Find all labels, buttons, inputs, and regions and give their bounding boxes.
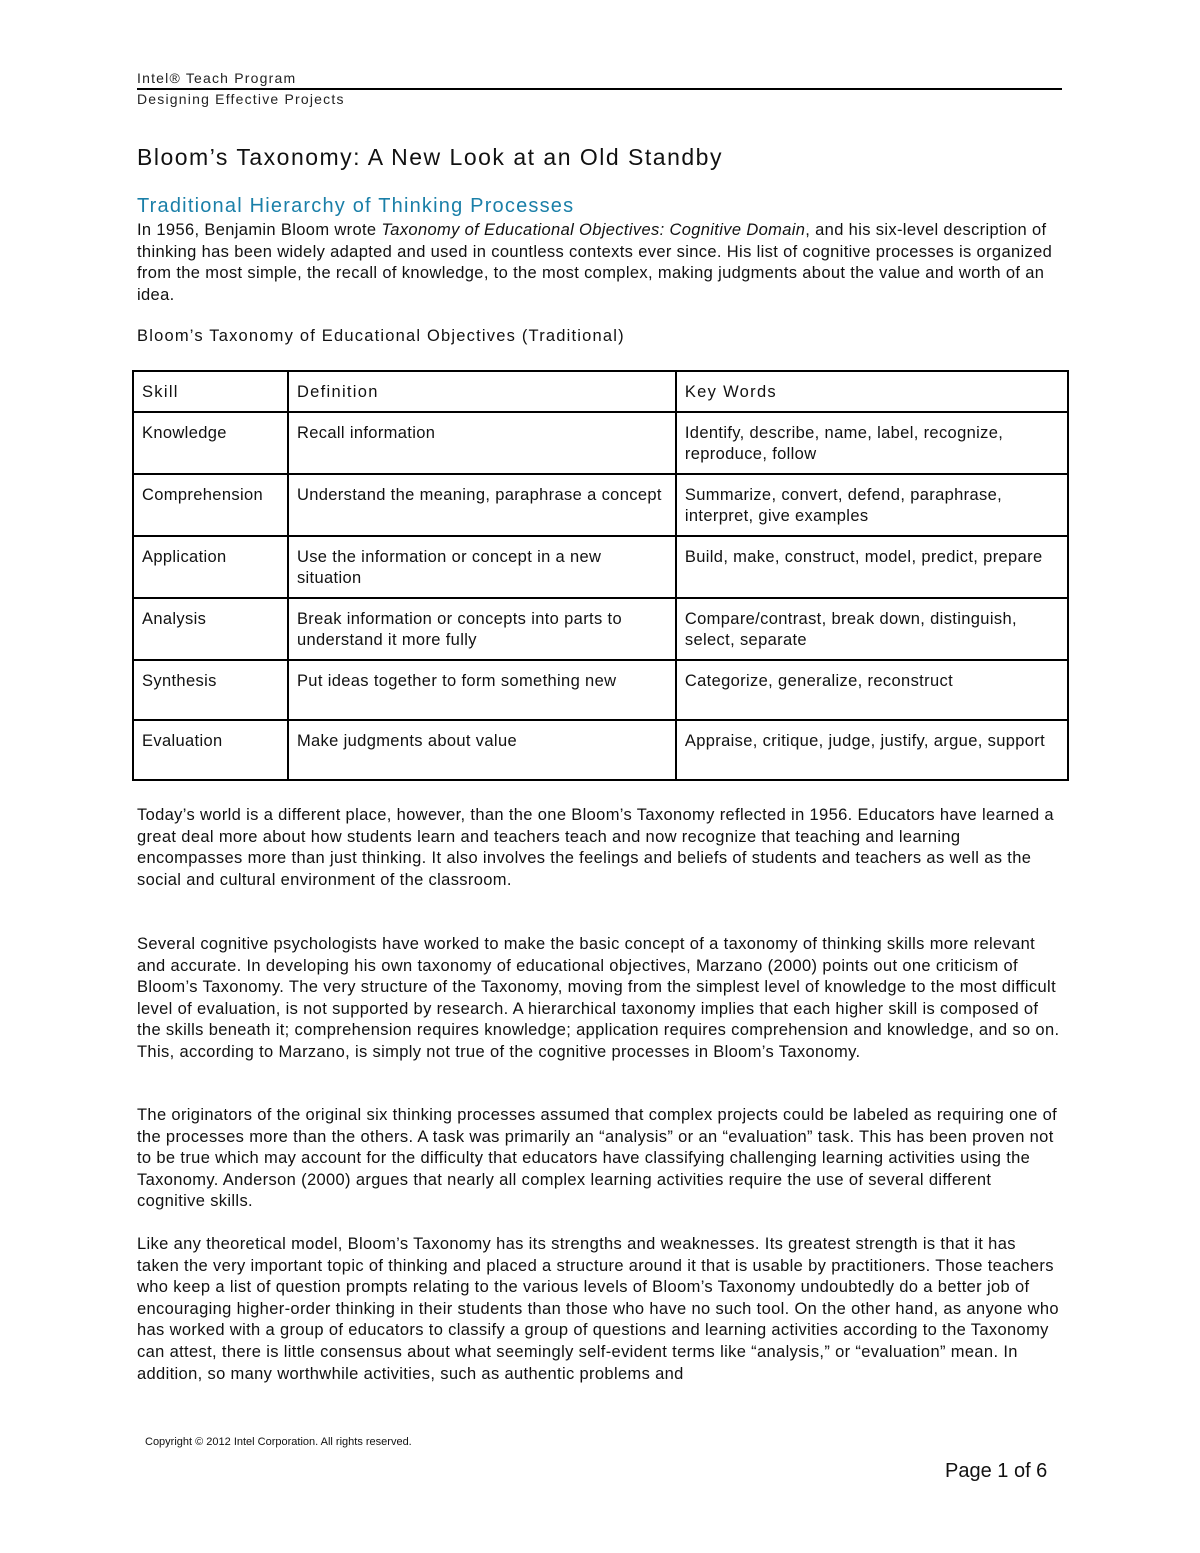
body-paragraph-3: The originators of the original six thinking processes assumed that complex projects could be labeled as requiring one of the processes more than the others. A task was primarily an “analysis” or an “evaluation” task. This has been proven not to be true which may account for the difficulty that educators have classifying challenging learning activities using the Taxonomy. Anderson (2000) argues that nearly all complex learning activities require the use of several different cognitive skills.: [137, 1106, 1058, 1211]
cell-skill: Synthesis: [133, 660, 288, 720]
body-paragraph-4: Like any theoretical model, Bloom’s Taxonomy has its strengths and weaknesses. Its greatest strength is that it has taken the very important topic of thinking and placed a structure around it that is usable by practitioners. Those teachers who keep a list of question prompts relating to the various levels of Bloom’s Taxonomy undoubtedly do a better job of encouraging higher-order thinking in their students than those who have no such tool. On the other hand, as anyone who has worked with a group of educators to classify a group of questions and learning activities according to the Taxonomy can attest, there is little consensus about what seemingly self-evident terms like “analysis,” or “evaluation” mean. In addition, so many worthwhile activities, such as authentic problems and: [137, 1235, 1059, 1383]
section-heading: Traditional Hierarchy of Thinking Processes: [137, 195, 575, 217]
table-row: [133, 536, 1068, 598]
header-course: Designing Effective Projects: [137, 91, 345, 107]
cell-skill: Evaluation: [133, 720, 288, 780]
header-rule: [137, 88, 1062, 90]
copyright-notice: Copyright © 2012 Intel Corporation. All rights reserved.: [145, 1436, 412, 1448]
table-header-row: [133, 371, 1068, 412]
cell-key-words: Summarize, convert, defend, paraphrase, interpret, give examples: [676, 474, 1068, 536]
cell-key-words: Categorize, generalize, reconstruct: [676, 660, 1068, 720]
table-caption: Bloom’s Taxonomy of Educational Objectives (Traditional): [137, 327, 625, 345]
table-row: [133, 474, 1068, 536]
table-row: [133, 598, 1068, 660]
header-program: Intel® Teach Program: [137, 70, 297, 86]
intro-paragraph: [137, 220, 1062, 306]
intro-after: , and his six-level description of thinking has been widely adapted and used in countless contexts ever since. His list of cognitive processes is organized from the most simple, the recall of knowledge, to the most complex, making judgments about the value and worth of an idea.: [137, 221, 1053, 304]
cell-key-words: Build, make, construct, model, predict, prepare: [676, 536, 1068, 598]
cell-definition: Understand the meaning, paraphrase a concept: [288, 474, 676, 536]
body-paragraph-2: Several cognitive psychologists have worked to make the basic concept of a taxonomy of thinking skills more relevant and accurate. In developing his own taxonomy of educational objectives, Marzano (2000) points out one criticism of Bloom’s Taxonomy. The very structure of the Taxonomy, moving from the simplest level of knowledge to the most difficult level of evaluation, is not supported by research. A hierarchical taxonomy implies that each higher skill is composed of the skills beneath it; comprehension requires knowledge; application requires comprehension and knowledge, and so on. This, according to Marzano, is simply not true of the cognitive processes in Bloom’s Taxonomy.: [137, 935, 1060, 1061]
cell-skill: Knowledge: [133, 412, 288, 474]
cell-key-words: Identify, describe, name, label, recognize, reproduce, follow: [676, 412, 1068, 474]
cell-definition: Break information or concepts into parts to understand it more fully: [288, 598, 676, 660]
cell-definition: Put ideas together to form something new: [288, 660, 676, 720]
cell-definition: Make judgments about value: [288, 720, 676, 780]
header-skill: Skill: [133, 371, 288, 412]
cell-key-words: Appraise, critique, judge, justify, argue, support: [676, 720, 1068, 780]
cell-skill: Comprehension: [133, 474, 288, 536]
page-number: Page 1 of 6: [945, 1460, 1048, 1482]
header-key-words: Key Words: [676, 371, 1068, 412]
book-title: Taxonomy of Educational Objectives: Cognitive Domain: [381, 221, 806, 239]
cell-skill: Application: [133, 536, 288, 598]
table-row: [133, 660, 1068, 720]
cell-definition: Use the information or concept in a new situation: [288, 536, 676, 598]
cell-key-words: Compare/contrast, break down, distinguish, select, separate: [676, 598, 1068, 660]
table-row: [133, 412, 1068, 474]
cell-skill: Analysis: [133, 598, 288, 660]
page-title: Bloom’s Taxonomy: A New Look at an Old Standby: [137, 144, 723, 170]
taxonomy-table: [132, 370, 1069, 781]
intro-before: In 1956, Benjamin Bloom wrote: [137, 221, 382, 239]
cell-definition: Recall information: [288, 412, 676, 474]
header-definition: Definition: [288, 371, 676, 412]
table-row: [133, 720, 1068, 780]
body-paragraph-1: Today’s world is a different place, however, than the one Bloom’s Taxonomy reflected in 1956. Educators have learned a great deal more about how students learn and teachers teach and now recognize that teaching and learning encompasses more than just thinking. It also involves the feelings and beliefs of students and teachers as well as the social and cultural environment of the classroom.: [137, 806, 1054, 889]
